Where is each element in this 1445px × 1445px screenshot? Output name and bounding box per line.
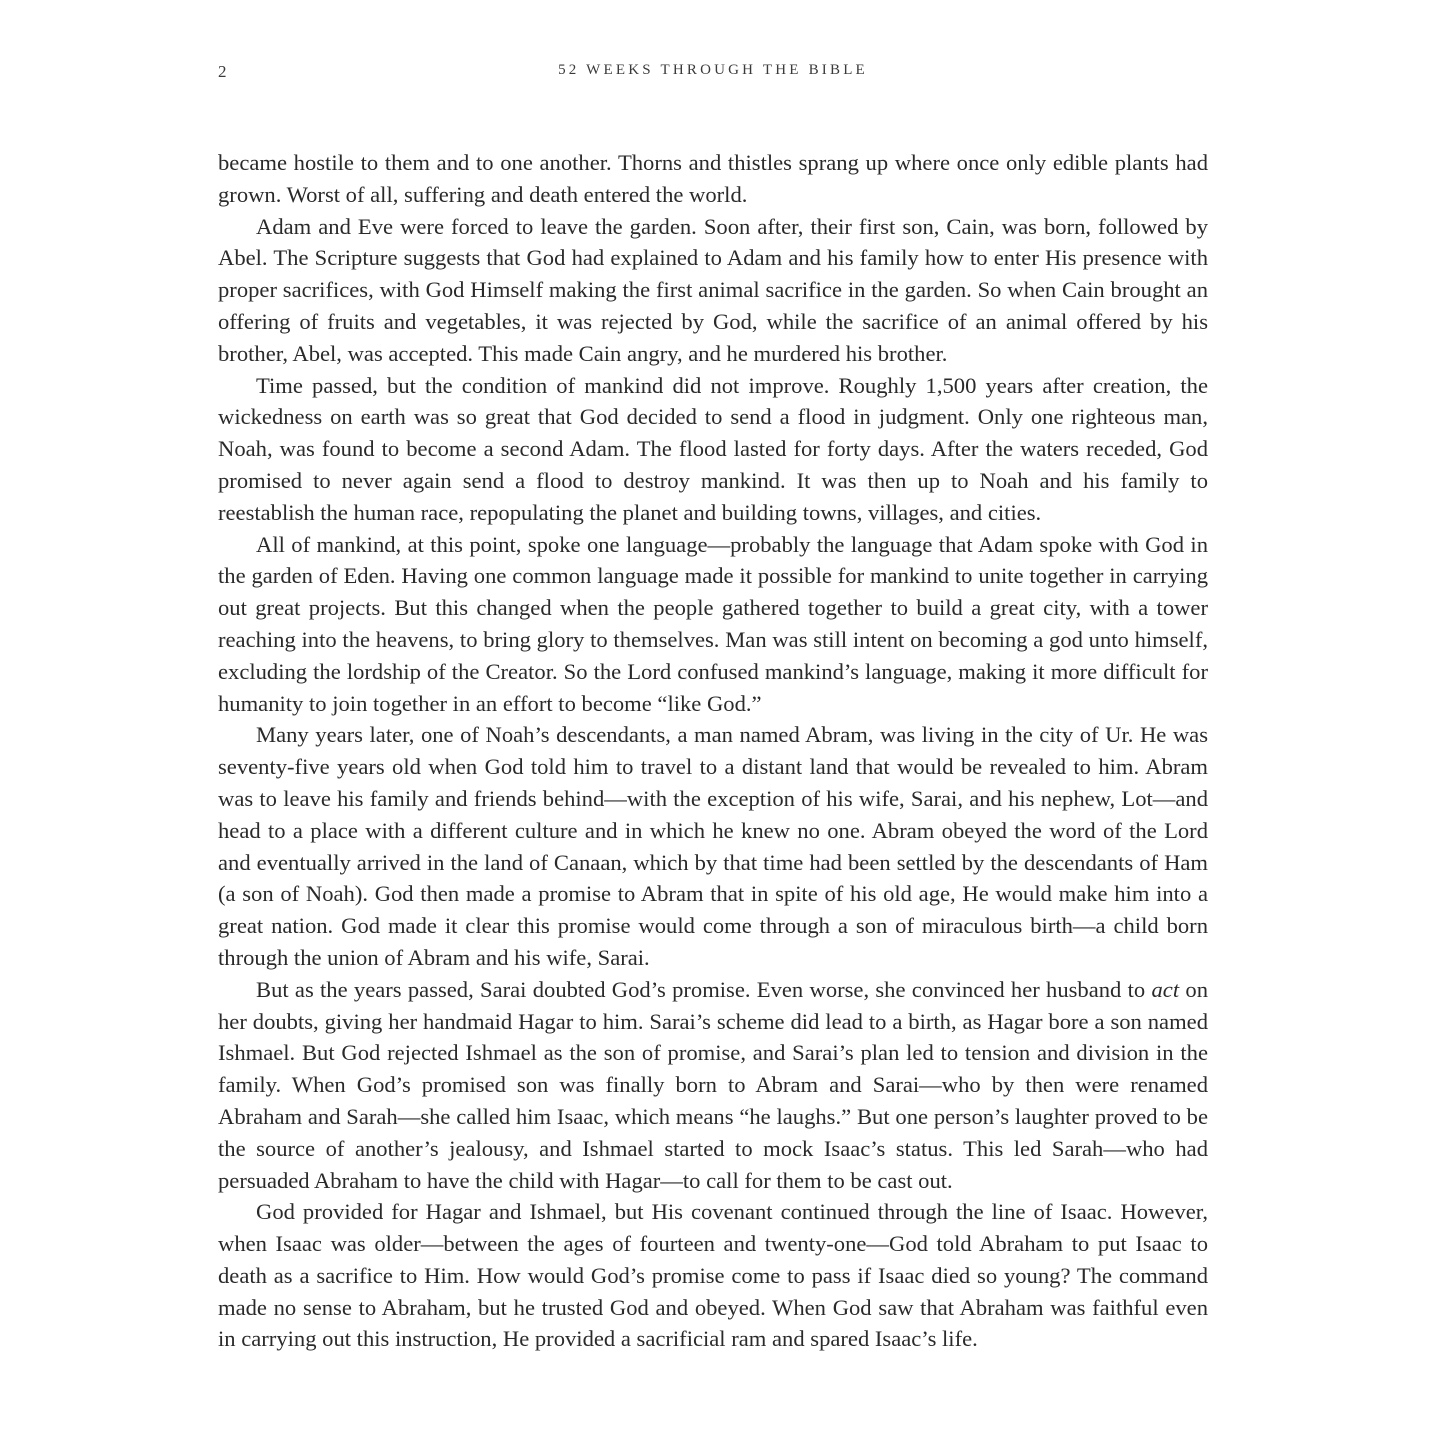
running-head: 52 WEEKS THROUGH THE BIBLE bbox=[558, 62, 868, 78]
paragraph-sarai-hagar bbox=[218, 974, 1208, 1197]
paragraph-cain-and-abel: Adam and Eve were forced to leave the garden. Soon after, their first son, Cain, was born, followed by Abel. The Scripture suggests that God had explained to Adam and his family how to enter His presence with proper sacrifices, with God Himself making the first animal sacrifice in the garden. So when Cain brought an offering of fruits and vegetables, it was rejected by God, while the sacrifice of an animal offered by his brother, Abel, was accepted. This made Cain angry, and he murdered his brother. bbox=[218, 213, 1208, 366]
body-text bbox=[218, 147, 1208, 1355]
paragraph-text-segment: But as the years passed, Sarai doubted God’s promise. Even worse, she convinced her husband to bbox=[256, 976, 1152, 1002]
paragraph-continued: became hostile to them and to one another. Thorns and thistles sprang up where once only edible plants had grown. Worst of all, suffering and death entered the world. bbox=[218, 150, 1208, 207]
paragraph-isaac-sacrifice: God provided for Hagar and Ishmael, but His covenant continued through the line of Isaac. However, when Isaac was older—between the ages of fourteen and twenty-one—God told Abraham to put Isaac to death as a sacrifice to Him. How would God’s promise come to pass if Isaac died so young? The command made no sense to Abraham, but he trusted God and obeyed. When God saw that Abraham was faithful even in carrying out this instruction, He provided a sacrificial ram and spared Isaac’s life. bbox=[218, 1199, 1208, 1352]
paragraph-noah-flood: Time passed, but the condition of mankind did not improve. Roughly 1,500 years after creation, the wickedness on earth was so great that God decided to send a flood in judgment. Only one righteous man, Noah, was found to become a second Adam. The flood lasted for forty days. After the waters receded, God promised to never again send a flood to destroy mankind. It was then up to Noah and his family to reestablish the human race, repopulating the planet and building towns, villages, and cities. bbox=[218, 372, 1208, 525]
paragraph-abram-call: Many years later, one of Noah’s descendants, a man named Abram, was living in the city of Ur. He was seventy-five years old when God told him to travel to a distant land that would be revealed to him. Abram was to leave his family and friends behind—with the exception of his wife, Sarai, and his nephew, Lot—and head to a place with a different culture and in which he knew no one. Abram obeyed the word of the Lord and eventually arrived in the land of Canaan, which by that time had been settled by the descendants of Ham (a son of Noah). God then made a promise to Abram that in spite of his old age, He would make him into a great nation. God made it clear this promise would come through a son of miraculous birth—a child born through the union of Abram and his wife, Sarai. bbox=[218, 722, 1208, 970]
paragraph-tower-of-babel: All of mankind, at this point, spoke one language—probably the language that Adam spoke with God in the garden of Eden. Having one common language made it possible for mankind to unite together in carrying out great projects. But this changed when the people gathered together to build a great city, with a tower reaching into the heavens, to bring glory to themselves. Man was still intent on becoming a god unto himself, excluding the lordship of the Creator. So the Lord confused mankind’s language, making it more difficult for humanity to join together in an effort to become “like God.” bbox=[218, 531, 1208, 716]
emphasis-word: act bbox=[1151, 976, 1180, 1002]
page-number: 2 bbox=[218, 62, 228, 81]
page-header bbox=[218, 62, 1208, 88]
paragraph-text-segment: on her doubts, giving her handmaid Hagar to him. Sarai’s scheme did lead to a birth, as Hagar bore a son named Ishmael. But God rejected Ishmael as the son of promise, and Sarai’s plan led to tension and division in the family. When God’s promised son was finally born to Abram and Sarai—who by then were renamed Abraham and Sarah—she called him Isaac, which means “he laughs.” But one person’s laughter proved to be the source of another’s jealousy, and Ishmael started to mock Isaac’s status. This led Sarah—who had persuaded Abraham to have the child with Hagar—to call for them to be cast out. bbox=[218, 976, 1208, 1193]
